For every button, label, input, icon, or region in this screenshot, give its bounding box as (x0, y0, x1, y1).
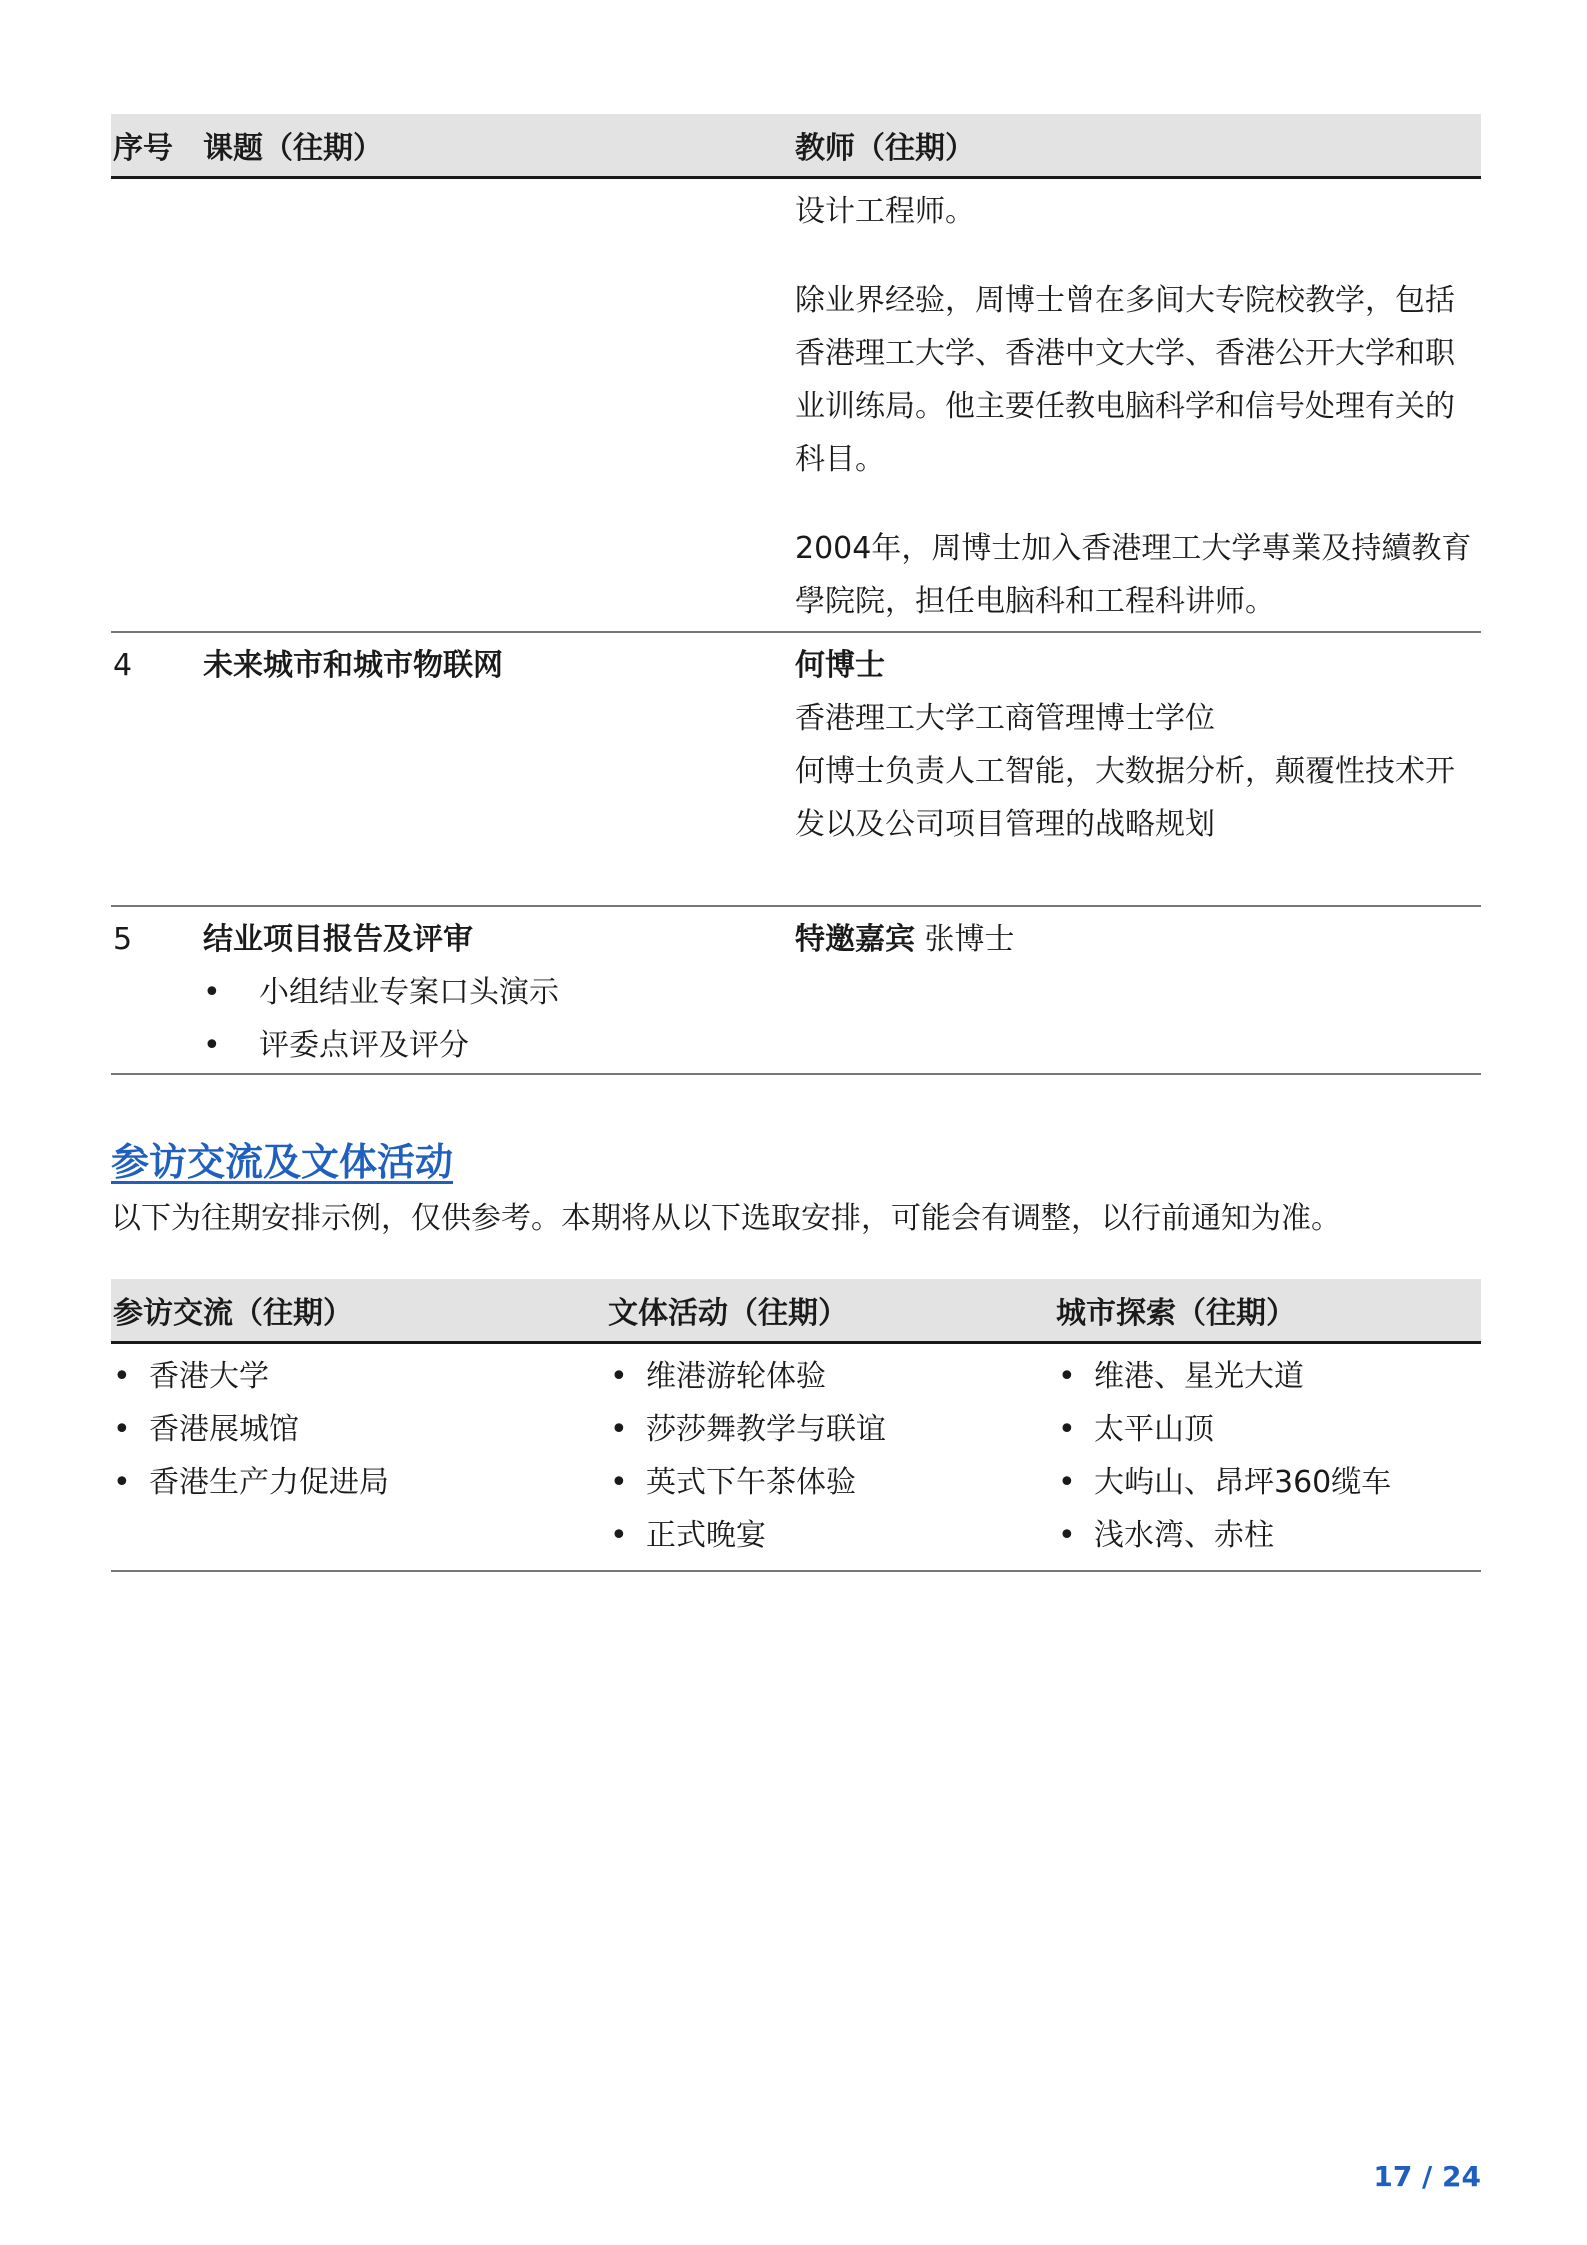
table-row (111, 907, 1481, 1075)
teacher-name: 张博士 (924, 922, 1015, 957)
teacher-line: 何博士负责人工智能，大数据分析，颠覆性技术开发以及公司项目管理的战略规划 (795, 754, 1455, 842)
city-list (1056, 1350, 1481, 1562)
row-number: 4 (113, 648, 133, 683)
list-item: • 莎莎舞教学与联谊 (608, 1403, 1056, 1456)
header-teacher: 教师（往期） (795, 131, 975, 166)
bio-paragraph: 除业界经验，周博士曾在多间大专院校教学，包括香港理工大学、香港中文大学、香港公开大学和职业训练局。他主要任教电脑科学和信号处理有关的科目。 (795, 283, 1455, 477)
list-item: • 香港展城馆 (111, 1403, 608, 1456)
table-row (111, 179, 1481, 633)
activity-table-body (111, 1344, 1481, 1570)
course-table (111, 114, 1481, 1075)
list-item: • 小组结业专案口头演示 (203, 966, 795, 1019)
list-item: • 英式下午茶体验 (608, 1456, 1056, 1509)
list-item: • 浅水湾、赤柱 (1056, 1509, 1481, 1562)
teacher-info (795, 907, 1481, 1073)
header-city: 城市探索（往期） (1056, 1296, 1296, 1331)
section-description: 以下为往期安排示例，仅供参考。本期将从以下选取安排，可能会有调整，以行前通知为准。 (111, 1201, 1341, 1236)
activity-table (111, 1279, 1481, 1572)
header-no: 序号 (113, 131, 173, 166)
course-table-header (111, 114, 1481, 179)
header-activities: 文体活动（往期） (608, 1296, 848, 1331)
activity-table-header (111, 1279, 1481, 1344)
list-item: • 正式晚宴 (608, 1509, 1056, 1562)
activities-list (608, 1350, 1056, 1562)
teacher-line: 香港理工大学工商管理博士学位 (795, 701, 1215, 736)
section-title: 参访交流及文体活动 (111, 1140, 454, 1184)
list-item: • 维港、星光大道 (1056, 1350, 1481, 1403)
teacher-info (795, 633, 1481, 905)
list-item: • 太平山顶 (1056, 1403, 1481, 1456)
bio-paragraph: 2004年，周博士加入香港理工大学專業及持續教育學院院，担任电脑科和工程科讲师。 (795, 531, 1472, 619)
list-item: • 香港大学 (111, 1350, 608, 1403)
list-item: • 大屿山、昂坪360缆车 (1056, 1456, 1481, 1509)
header-visits: 参访交流（往期） (113, 1296, 353, 1331)
row-topic: 结业项目报告及评审 (203, 922, 473, 957)
topic-item-list (203, 966, 795, 1072)
row-number: 5 (113, 922, 133, 957)
table-row (111, 633, 1481, 907)
document-page (111, 114, 1481, 1572)
row-topic: 未来城市和城市物联网 (203, 648, 503, 683)
list-item: • 维港游轮体验 (608, 1350, 1056, 1403)
list-item: • 香港生产力促进局 (111, 1456, 608, 1509)
teacher-label: 特邀嘉宾 (795, 922, 915, 957)
teacher-name: 何博士 (795, 648, 885, 683)
row-topic-cell (203, 907, 795, 1073)
bio-paragraph: 设计工程师。 (795, 194, 975, 229)
header-topic: 课题（往期） (203, 131, 383, 166)
visits-list (111, 1350, 608, 1562)
list-item: • 评委点评及评分 (203, 1019, 795, 1072)
page-number: 17 / 24 (1373, 2160, 1481, 2193)
teacher-bio (795, 179, 1481, 631)
